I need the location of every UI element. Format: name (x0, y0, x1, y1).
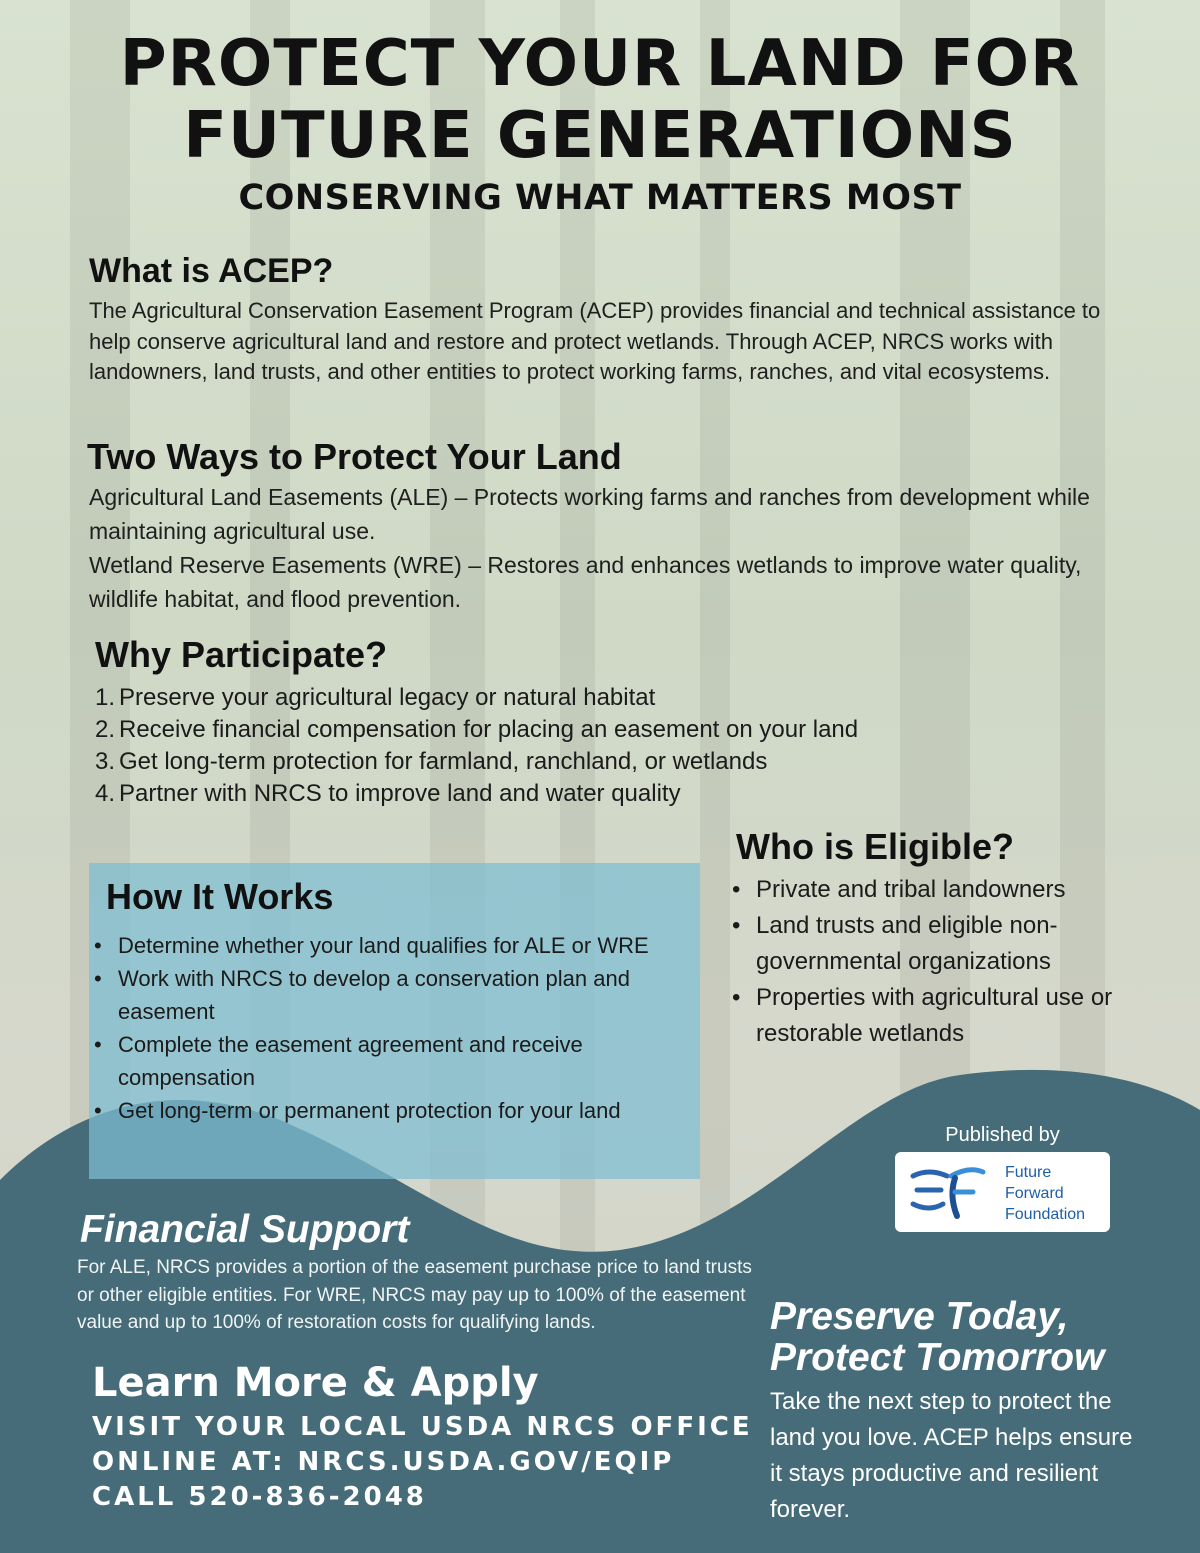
list-item: • Complete the easement agreement and receive compensation (90, 1028, 680, 1094)
preserve-heading: Preserve Today, Protect Tomorrow (770, 1295, 1105, 1379)
how-heading: How It Works (106, 876, 334, 917)
why-list (95, 682, 995, 810)
list-item: 4. Partner with NRCS to improve land and water quality (95, 780, 681, 807)
ale-description: Agricultural Land Easements (ALE) – Protects working farms and ranches from development while maintaining agricultural use. (89, 484, 1090, 544)
contact-phone[interactable]: CALL 520-836-2048 (92, 1482, 427, 1512)
financial-heading: Financial Support (80, 1208, 410, 1251)
contact-office: VISIT YOUR LOCAL USDA NRCS OFFICE (92, 1412, 753, 1442)
learn-heading: Learn More & Apply (92, 1360, 539, 1406)
list-item: 1. Preserve your agricultural legacy or natural habitat (95, 684, 656, 711)
logo-text-line: Foundation (1005, 1206, 1086, 1223)
preserve-body: Take the next step to protect the land you love. ACEP helps ensure it stays productive and resilient forever. (770, 1388, 1133, 1523)
logo-text-line: Forward (1005, 1185, 1064, 1202)
acep-body: The Agricultural Conservation Easement Program (ACEP) provides financial and technical assistance to help conserve agricultural land and restore and protect wetlands. Through ACEP, NRCS works with landowners, land trusts, and other entities to protect working farms, ranches, and vital ecosystems. (89, 298, 1101, 384)
page-subtitle: CONSERVING WHAT MATTERS MOST (238, 178, 962, 218)
two-ways-heading: Two Ways to Protect Your Land (87, 436, 622, 477)
eligible-heading: Who is Eligible? (736, 826, 1014, 867)
financial-body: For ALE, NRCS provides a portion of the easement purchase price to land trusts or other eligible entities. For WRE, NRCS may pay up to 100% of the easement value and up to 100% of restoration costs for qualifying lands. (77, 1257, 752, 1333)
how-list (90, 929, 680, 1127)
list-item: • Determine whether your land qualifies for ALE or WRE (90, 929, 680, 962)
future-forward-logo (895, 1152, 1110, 1232)
logo-text-line: Future (1005, 1164, 1052, 1181)
wre-description: Wetland Reserve Easements (WRE) – Restores and enhances wetlands to improve water quality, wildlife habitat, and flood prevention. (89, 552, 1082, 612)
why-heading: Why Participate? (95, 634, 388, 675)
learn-contact (92, 1410, 772, 1515)
list-item: • Get long-term or permanent protection for your land (90, 1094, 680, 1127)
list-item: 3. Get long-term protection for farmland, ranchland, or wetlands (95, 748, 768, 775)
list-item: • Land trusts and eligible non-governmental organizations (728, 908, 1158, 980)
page-title: PROTECT YOUR LAND FOR FUTURE GENERATIONS (119, 27, 1081, 173)
list-item: • Work with NRCS to develop a conservation plan and easement (90, 962, 680, 1028)
ff-logo-icon (907, 1162, 987, 1222)
eligible-list (728, 872, 1158, 1052)
published-by-label: Published by (945, 1124, 1060, 1146)
list-item: 2. Receive financial compensation for placing an easement on your land (95, 716, 859, 743)
list-item: • Properties with agricultural use or restorable wetlands (728, 980, 1158, 1052)
list-item: • Private and tribal landowners (728, 872, 1158, 908)
acep-heading: What is ACEP? (89, 252, 334, 290)
contact-website[interactable]: ONLINE AT: NRCS.USDA.GOV/EQIP (92, 1447, 675, 1477)
